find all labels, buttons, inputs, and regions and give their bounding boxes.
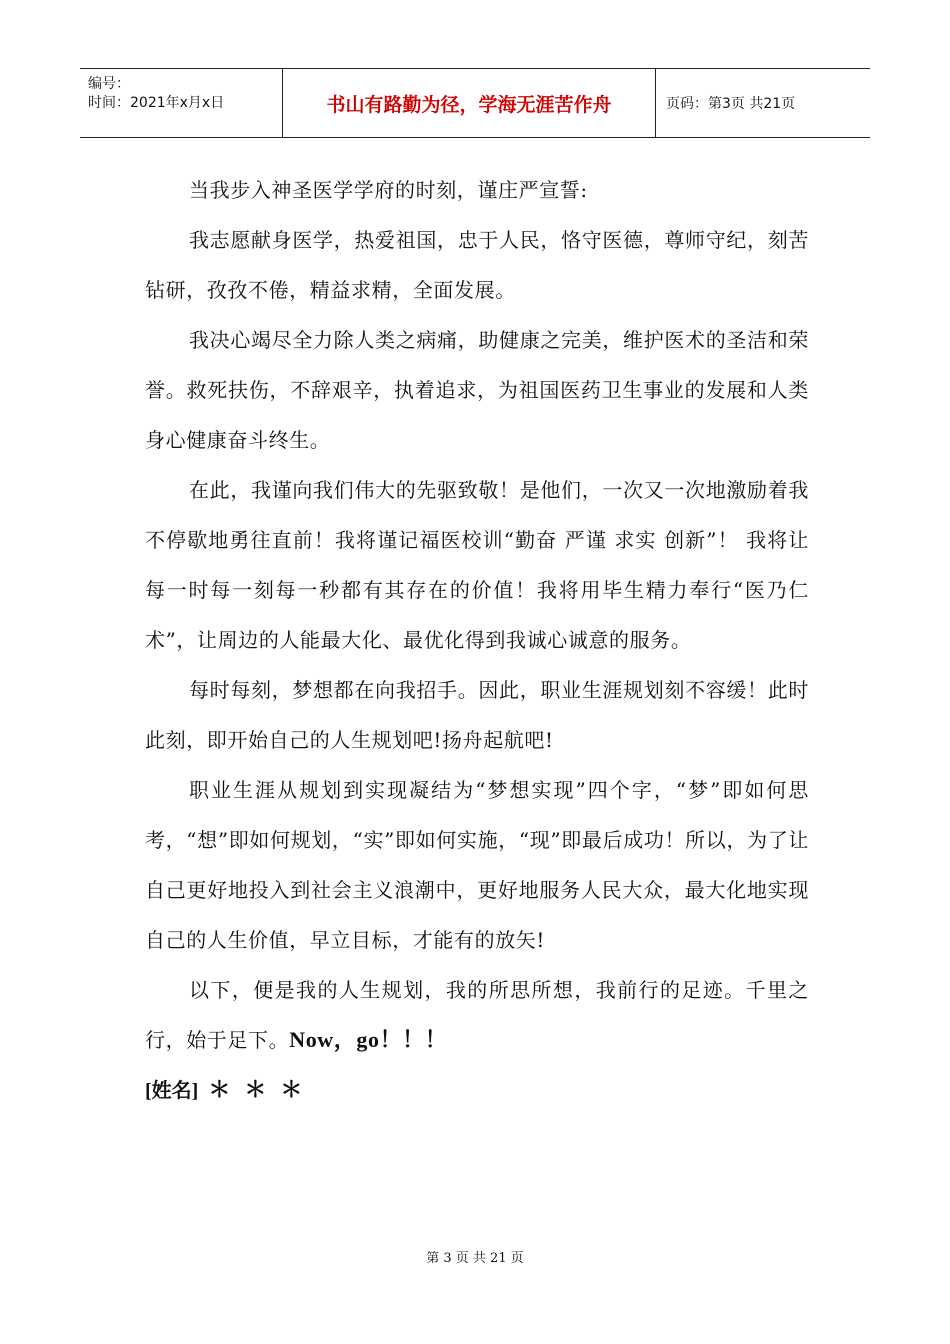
page-header	[80, 68, 870, 138]
paragraph-tribute: 在此，我谨向我们伟大的先驱致敬！是他们，一次又一次地激励着我不停歇地勇往直前！我将谨记福医校训“勤奋 严谨 求实 创新”！ 我将让每一时每一刻每一秒都有其存在的价值！我将用毕生精力奉行“医乃仁术”，让周边的人能最大化、最优化得到我诚心诚意的服务。	[145, 478, 809, 652]
number-label: 编号：	[88, 76, 130, 92]
document-body	[145, 165, 809, 1116]
paragraph-dream: 每时每刻，梦想都在向我招手。因此，职业生涯规划刻不容缓！此时此刻，即开始自己的人生规划吧!扬舟起航吧!	[145, 678, 809, 752]
paragraph-resolve: 我决心竭尽全力除人类之病痛，助健康之完美，维护医术的圣洁和荣誉。救死扶伤，不辞艰辛，执着追求，为祖国医药卫生事业的发展和人类身心健康奋斗终生。	[145, 328, 809, 452]
header-meta	[80, 69, 283, 137]
signature-stars: ＊＊＊	[208, 1077, 317, 1102]
closing-bold-text: Now，go！！！	[289, 1027, 448, 1052]
header-page-info: 页码：第3页 共21页	[666, 96, 796, 112]
paragraph-career: 职业生涯从规划到实现凝结为“梦想实现”四个字，“梦”即如何思考，“想”即如何规划，“实”即如何实施，“现”即最后成功！所以，为了让自己更好地投入到社会主义浪潮中，更好地服务人民大众，最大化地实现自己的人生价值，早立目标，才能有的放矢!	[145, 778, 809, 952]
signature-label: [姓名]	[145, 1080, 199, 1102]
conclusion-text: 以下，便是我的人生规划，我的所思所想，我前行的足迹。千里之行，始于足下。	[145, 978, 809, 1052]
signature-line	[145, 1065, 809, 1116]
time-label: 时间：2021年x月x日	[88, 95, 225, 111]
paragraph-conclusion	[145, 965, 809, 1065]
page-footer: 第 3 页 共 21 页	[426, 1251, 524, 1266]
header-motto: 书山有路勤为径，学海无涯苦作舟	[283, 69, 656, 137]
paragraph-pledge: 我志愿献身医学，热爱祖国，忠于人民，恪守医德，尊师守纪，刻苦钻研，孜孜不倦，精益求精，全面发展。	[145, 228, 809, 302]
paragraph-oath-intro: 当我步入神圣医学学府的时刻，谨庄严宣誓:	[189, 178, 588, 202]
